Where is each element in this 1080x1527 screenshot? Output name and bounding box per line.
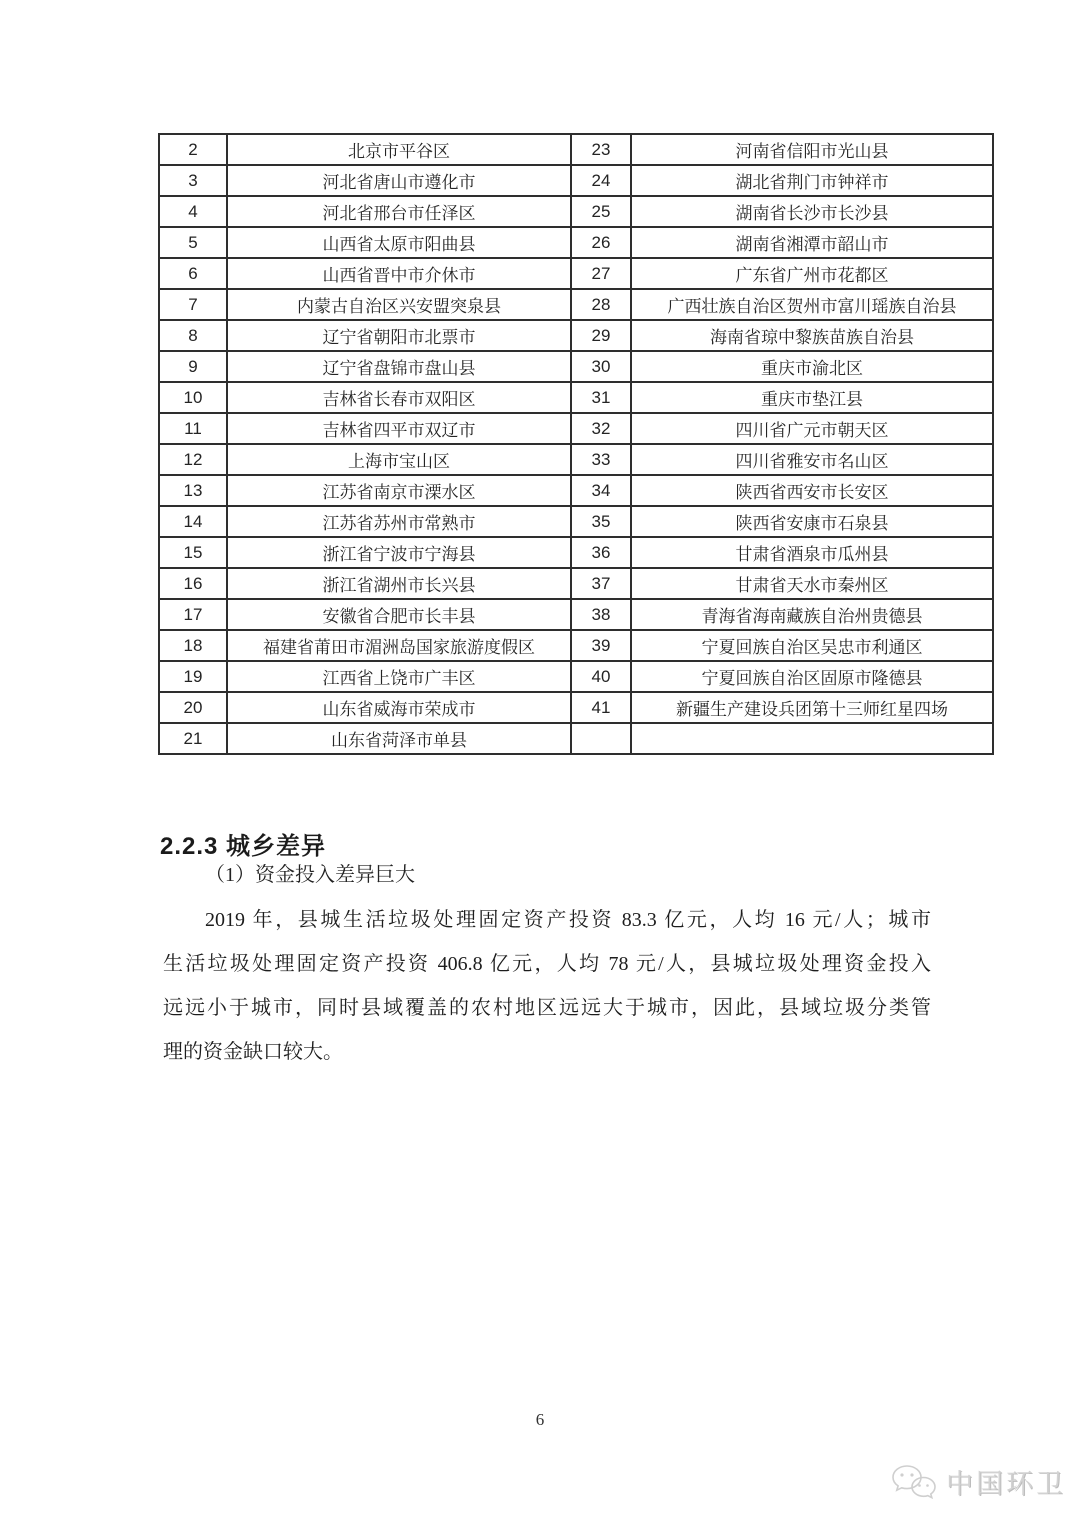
table-row <box>159 413 993 444</box>
right-rank-cell: 25 <box>571 196 631 227</box>
left-region-cell: 山东省威海市荣成市 <box>227 692 571 723</box>
right-region-cell: 湖北省荆门市钟祥市 <box>631 165 993 196</box>
left-rank-cell: 5 <box>159 227 227 258</box>
right-rank-cell: 34 <box>571 475 631 506</box>
right-region-cell: 广东省广州市花都区 <box>631 258 993 289</box>
right-region-cell: 四川省雅安市名山区 <box>631 444 993 475</box>
left-region-cell: 浙江省湖州市长兴县 <box>227 568 571 599</box>
left-rank-cell: 2 <box>159 134 227 165</box>
table-row <box>159 289 993 320</box>
left-rank-cell: 21 <box>159 723 227 754</box>
table-row <box>159 723 993 754</box>
left-rank-cell: 4 <box>159 196 227 227</box>
left-region-cell: 浙江省宁波市宁海县 <box>227 537 571 568</box>
right-rank-cell: 33 <box>571 444 631 475</box>
left-rank-cell: 19 <box>159 661 227 692</box>
right-rank-cell: 38 <box>571 599 631 630</box>
table-row <box>159 506 993 537</box>
right-region-cell: 广西壮族自治区贺州市富川瑶族自治县 <box>631 289 993 320</box>
right-region-cell: 青海省海南藏族自治州贵德县 <box>631 599 993 630</box>
table-row <box>159 382 993 413</box>
right-rank-cell: 26 <box>571 227 631 258</box>
left-region-cell: 山西省晋中市介休市 <box>227 258 571 289</box>
table-row <box>159 537 993 568</box>
right-rank-cell: 31 <box>571 382 631 413</box>
left-region-cell: 山西省太原市阳曲县 <box>227 227 571 258</box>
right-rank-cell <box>571 723 631 754</box>
left-rank-cell: 10 <box>159 382 227 413</box>
table-row <box>159 661 993 692</box>
left-rank-cell: 20 <box>159 692 227 723</box>
table-row <box>159 599 993 630</box>
right-rank-cell: 28 <box>571 289 631 320</box>
right-region-cell: 甘肃省天水市秦州区 <box>631 568 993 599</box>
right-rank-cell: 30 <box>571 351 631 382</box>
table-row <box>159 165 993 196</box>
right-rank-cell: 35 <box>571 506 631 537</box>
left-region-cell: 吉林省长春市双阳区 <box>227 382 571 413</box>
table-row <box>159 320 993 351</box>
section-heading: 2.2.3 城乡差异 <box>160 832 327 860</box>
paragraph-line: 理的资金缺口较大。 <box>163 1041 343 1063</box>
right-region-cell: 重庆市垫江县 <box>631 382 993 413</box>
right-region-cell: 陕西省西安市长安区 <box>631 475 993 506</box>
left-region-cell: 江西省上饶市广丰区 <box>227 661 571 692</box>
table-row <box>159 630 993 661</box>
right-region-cell: 宁夏回族自治区固原市隆德县 <box>631 661 993 692</box>
sub-heading: （1）资金投入差异巨大 <box>205 864 415 886</box>
left-rank-cell: 12 <box>159 444 227 475</box>
left-region-cell: 福建省莆田市湄洲岛国家旅游度假区 <box>227 630 571 661</box>
paragraph-line: 2019 年，县城生活垃圾处理固定资产投资 83.3 亿元，人均 16 元/人；城市 <box>205 909 931 931</box>
table-row <box>159 134 993 165</box>
right-rank-cell: 27 <box>571 258 631 289</box>
table-row <box>159 258 993 289</box>
left-region-cell: 江苏省苏州市常熟市 <box>227 506 571 537</box>
left-region-cell: 北京市平谷区 <box>227 134 571 165</box>
right-rank-cell: 32 <box>571 413 631 444</box>
right-rank-cell: 39 <box>571 630 631 661</box>
paragraph-line: 生活垃圾处理固定资产投资 406.8 亿元，人均 78 元/人，县城垃圾处理资金投入 <box>163 953 931 975</box>
watermark <box>891 1462 1066 1501</box>
left-region-cell: 上海市宝山区 <box>227 444 571 475</box>
right-rank-cell: 23 <box>571 134 631 165</box>
right-region-cell: 重庆市渝北区 <box>631 351 993 382</box>
left-rank-cell: 6 <box>159 258 227 289</box>
left-rank-cell: 9 <box>159 351 227 382</box>
right-region-cell: 宁夏回族自治区吴忠市利通区 <box>631 630 993 661</box>
left-region-cell: 河北省唐山市遵化市 <box>227 165 571 196</box>
left-region-cell: 山东省菏泽市单县 <box>227 723 571 754</box>
left-rank-cell: 17 <box>159 599 227 630</box>
left-rank-cell: 14 <box>159 506 227 537</box>
table-row <box>159 351 993 382</box>
left-region-cell: 内蒙古自治区兴安盟突泉县 <box>227 289 571 320</box>
table-row <box>159 692 993 723</box>
right-rank-cell: 37 <box>571 568 631 599</box>
table-row <box>159 475 993 506</box>
watermark-text: 中国环卫 <box>946 1469 1066 1499</box>
right-rank-cell: 40 <box>571 661 631 692</box>
paragraph-line: 远远小于城市，同时县域覆盖的农村地区远远大于城市，因此，县域垃圾分类管 <box>163 997 931 1019</box>
region-table-body <box>159 134 993 754</box>
table-row <box>159 444 993 475</box>
right-region-cell <box>631 723 993 754</box>
left-rank-cell: 7 <box>159 289 227 320</box>
left-region-cell: 河北省邢台市任泽区 <box>227 196 571 227</box>
left-rank-cell: 3 <box>159 165 227 196</box>
right-rank-cell: 36 <box>571 537 631 568</box>
body-paragraph <box>163 898 931 1074</box>
right-rank-cell: 24 <box>571 165 631 196</box>
page-number: 6 <box>535 1410 545 1429</box>
right-region-cell: 湖南省湘潭市韶山市 <box>631 227 993 258</box>
right-rank-cell: 41 <box>571 692 631 723</box>
right-region-cell: 陕西省安康市石泉县 <box>631 506 993 537</box>
right-region-cell: 四川省广元市朝天区 <box>631 413 993 444</box>
right-region-cell: 新疆生产建设兵团第十三师红星四场 <box>631 692 993 723</box>
left-rank-cell: 16 <box>159 568 227 599</box>
table-row <box>159 568 993 599</box>
right-region-cell: 河南省信阳市光山县 <box>631 134 993 165</box>
right-region-cell: 湖南省长沙市长沙县 <box>631 196 993 227</box>
table-row <box>159 196 993 227</box>
left-rank-cell: 8 <box>159 320 227 351</box>
right-region-cell: 海南省琼中黎族苗族自治县 <box>631 320 993 351</box>
left-region-cell: 安徽省合肥市长丰县 <box>227 599 571 630</box>
right-rank-cell: 29 <box>571 320 631 351</box>
left-rank-cell: 18 <box>159 630 227 661</box>
left-region-cell: 吉林省四平市双辽市 <box>227 413 571 444</box>
left-rank-cell: 15 <box>159 537 227 568</box>
table-row <box>159 227 993 258</box>
left-region-cell: 江苏省南京市溧水区 <box>227 475 571 506</box>
left-region-cell: 辽宁省盘锦市盘山县 <box>227 351 571 382</box>
left-rank-cell: 13 <box>159 475 227 506</box>
right-region-cell: 甘肃省酒泉市瓜州县 <box>631 537 993 568</box>
region-list-table <box>158 133 994 755</box>
left-rank-cell: 11 <box>159 413 227 444</box>
wechat-icon <box>891 1463 937 1501</box>
left-region-cell: 辽宁省朝阳市北票市 <box>227 320 571 351</box>
